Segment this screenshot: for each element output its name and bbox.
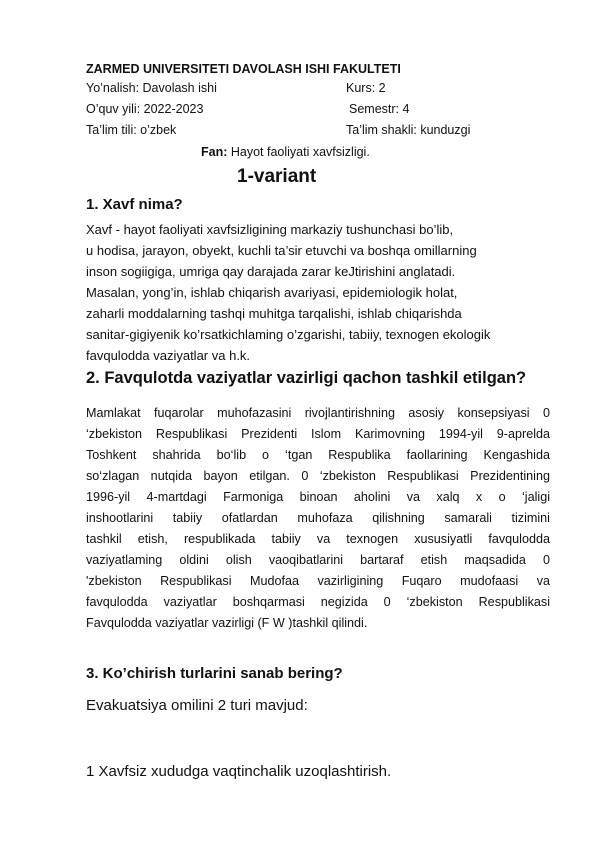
- question-1-answer: [86, 219, 556, 366]
- answer-line: zaharli moddalarning tashqi muhitga tarqalishi, ishlab chiqarishda: [86, 306, 462, 321]
- question-2-title: 2. Favqulotda vaziyatlar vazirligi qachon tashkil etilgan?: [86, 369, 527, 387]
- academic-year-label: O’quv yili: 2022-2023: [86, 102, 204, 116]
- answer-line: favqulodda vaziyatlar va h.k.: [86, 348, 251, 363]
- answer-line: u hodisa, jarayon, obyekt, kuchli ta’sir etuvchi va boshqa omillarning: [86, 243, 477, 258]
- answer-line: Toshkent shahrida bo‘lib o ‘tgan Respublika faollarining Kengashida: [86, 448, 550, 462]
- semester-label: Semestr: 4: [349, 102, 410, 116]
- answer-line: so‘zlagan nutqida bayon etilgan. 0 ‘zbekiston Respublikasi Prezidentining: [86, 469, 550, 483]
- answer-line: favqulodda vaziyatlar boshqarmasi negizida 0 ‘zbekiston Respublikasi: [86, 595, 550, 609]
- study-form-label: Ta’lim shakli: kunduzgi: [346, 123, 471, 137]
- question-3-answer-item: 1 Xavfsiz xududga vaqtinchalik uzoqlashtirish.: [86, 763, 392, 780]
- answer-line: vaziyatlaming oldini olish vaoqibatlarini bartaraf etish maqsadida 0: [86, 553, 550, 567]
- university-title: ZARMED UNIVERSITETI DAVOLASH ISHI FAKULTETI: [86, 62, 401, 76]
- answer-line: Masalan, yong’in, ishlab chiqarish avariyasi, epidemiologik holat,: [86, 285, 458, 300]
- direction-label: Yo’nalish: Davolash ishi: [86, 81, 217, 95]
- subject-label: Fan:: [201, 145, 228, 159]
- subject-line: [201, 143, 370, 162]
- answer-line: inson sogiigiga, umriga qay darajada zarar keJtirishini anglatadi.: [86, 264, 456, 279]
- answer-line: 'zbekiston Respublikasi Mudofaa vazirligining Fuqaro mudofaasi va: [86, 574, 550, 588]
- question-3-title: 3. Ko’chirish turlarini sanab bering?: [86, 665, 343, 682]
- subject-value: Hayot faoliyati xavfsizligi.: [227, 145, 370, 159]
- question-1-title: 1. Xavf nima?: [86, 196, 183, 213]
- course-label: Kurs: 2: [346, 81, 386, 95]
- question-3-answer-intro: Evakuatsiya omilini 2 turi mavjud:: [86, 697, 308, 714]
- answer-line: tashkil etish, respublikada tabiiy va texnogen xususiyatli favqulodda: [86, 532, 550, 546]
- variant-title: 1-variant: [237, 166, 317, 187]
- answer-line: Favqulodda vaziyatlar vazirligi (F W )tashkil qilindi.: [86, 616, 368, 630]
- language-label: Ta’lim tili: o’zbek: [86, 123, 177, 137]
- answer-line: inshootlarini tabiiy ofatlardan muhofaza qilishning samarali tizimini: [86, 511, 550, 525]
- answer-line: Xavf - hayot faoliyati xavfsizligining markaziy tushunchasi bo’lib,: [86, 222, 454, 237]
- question-2-answer: [86, 403, 550, 634]
- answer-line: 1996-yil 4-martdagi Farmoniga binoan aholini va xalq x o ‘jaligi: [86, 490, 550, 504]
- answer-line: Mamlakat fuqarolar muhofazasini rivojlantirishning asosiy konsepsiyasi 0: [86, 406, 550, 420]
- answer-line: sanitar-gigiyenik ko’rsatkichlaming o’zgarishi, tabiiy, texnogen ekologik: [86, 327, 491, 342]
- answer-line: ‘zbekiston Respublikasi Prezidenti Islom Karimovning 1994-yil 9-aprelda: [86, 427, 550, 441]
